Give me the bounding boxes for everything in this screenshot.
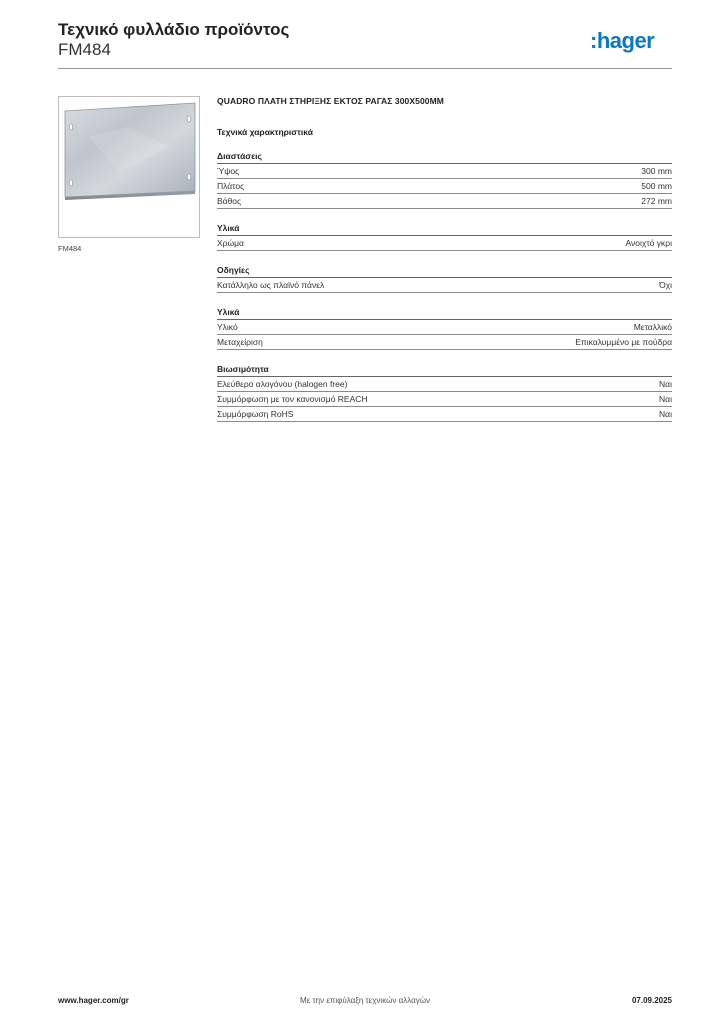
spec-row bbox=[217, 407, 672, 422]
specifications bbox=[217, 96, 672, 422]
spec-label: Συμμόρφωση RoHS bbox=[217, 409, 294, 419]
spec-label: Συμμόρφωση με τον κανονισμό REACH bbox=[217, 394, 368, 404]
footer-note: Με την επιφύλαξη τεχνικών αλλαγών bbox=[300, 996, 430, 1005]
spec-value: 500 mm bbox=[641, 181, 672, 191]
spec-value: Ναι bbox=[659, 409, 672, 419]
spec-row bbox=[217, 377, 672, 392]
spec-value: Ανοιχτό γκρι bbox=[625, 238, 672, 248]
spec-row bbox=[217, 194, 672, 209]
spec-row bbox=[217, 236, 672, 251]
spec-row bbox=[217, 320, 672, 335]
spec-label: Ύψος bbox=[217, 166, 240, 176]
spec-value: 272 mm bbox=[641, 196, 672, 206]
spec-label: Βάθος bbox=[217, 196, 242, 206]
page-footer bbox=[58, 996, 672, 1010]
group-title: Οδηγίες bbox=[217, 264, 672, 278]
spec-value: 300 mm bbox=[641, 166, 672, 176]
spec-label: Χρώμα bbox=[217, 238, 244, 248]
document-title: Τεχνικό φυλλάδιο προϊόντος bbox=[58, 20, 290, 39]
spec-row bbox=[217, 164, 672, 179]
spec-group-sustainability bbox=[217, 363, 672, 422]
spec-row bbox=[217, 335, 672, 350]
spec-group-materials-2 bbox=[217, 306, 672, 350]
spec-label: Κατάλληλο ως πλαϊνό πάνελ bbox=[217, 280, 325, 290]
spec-value: Όχι bbox=[659, 280, 672, 290]
product-image bbox=[58, 96, 200, 238]
spec-group-instructions bbox=[217, 264, 672, 293]
spec-row bbox=[217, 179, 672, 194]
group-title: Υλικά bbox=[217, 306, 672, 320]
group-title: Υλικά bbox=[217, 222, 672, 236]
spec-group-dimensions bbox=[217, 150, 672, 209]
page-header bbox=[58, 20, 672, 70]
logo-text: :hager bbox=[590, 28, 655, 53]
spec-value: Ναι bbox=[659, 394, 672, 404]
spec-value: Επικαλυμμένο με πούδρα bbox=[575, 337, 672, 347]
website-link[interactable]: www.hager.com/gr bbox=[58, 996, 129, 1005]
product-name: QUADRO ΠΛΑΤΗ ΣΤΗΡΙΞΗΣ ΕΚΤΟΣ ΡΑΓΑΣ 300X500MM bbox=[217, 96, 444, 106]
spec-label: Υλικό bbox=[217, 322, 238, 332]
spec-group-materials bbox=[217, 222, 672, 251]
spec-row bbox=[217, 278, 672, 293]
product-image-column bbox=[58, 96, 200, 253]
spec-value: Μεταλλικό bbox=[633, 322, 672, 332]
spec-label: Πλάτος bbox=[217, 181, 245, 191]
image-caption: FM484 bbox=[58, 244, 82, 253]
spec-label: Ελεύθερο αλογόνου (halogen free) bbox=[217, 379, 348, 389]
group-title: Βιωσιμότητα bbox=[217, 363, 672, 377]
header-divider bbox=[58, 68, 672, 69]
spec-row bbox=[217, 392, 672, 407]
spec-label: Μεταχείριση bbox=[217, 337, 263, 347]
hager-logo bbox=[590, 28, 672, 54]
product-code: FM484 bbox=[58, 40, 111, 59]
footer-date: 07.09.2025 bbox=[631, 996, 672, 1005]
spec-value: Ναι bbox=[659, 379, 672, 389]
section-heading: Τεχνικά χαρακτηριστικά bbox=[217, 127, 313, 137]
group-title: Διαστάσεις bbox=[217, 150, 672, 164]
